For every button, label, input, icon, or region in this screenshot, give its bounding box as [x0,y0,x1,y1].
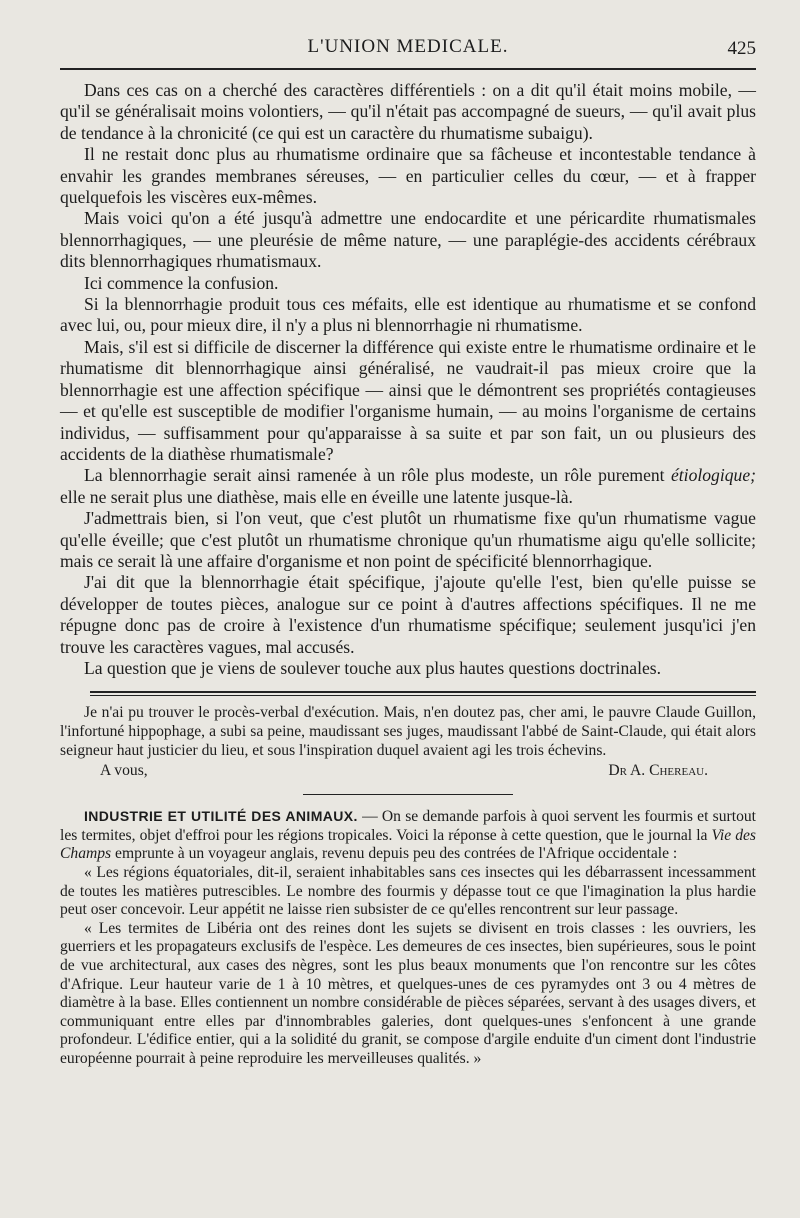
running-head [60,30,756,60]
section-rule [90,691,756,696]
italic-word: étiologique; [670,465,756,486]
news-text: emprunte à un voyageur anglais, revenu depuis peu des contrées de l'Afrique occidentale : [111,845,678,863]
news-paragraph: « Les régions équatoriales, dit-il, seraient inhabitables sans ces insectes qui les débarrassent incessamment de toutes les matières putrescibles. Le nombre des fourmis y dépasse tout ce que l'imagination la plus hardie peut oser concevoir. Leur appétit ne laisse rien subsister de ce qu'elles rencontrent sur leur passage. [60,863,756,919]
paragraph: La question que je viens de soulever touche aux plus hautes questions doctrinales. [84,657,662,678]
page-number: 425 [727,38,756,59]
paragraph-text: La blennorrhagie serait ainsi ramenée à un rôle plus modeste, un rôle purement [84,465,665,486]
journal-title: L'UNION MEDICALE. [307,36,509,57]
news-item [60,807,756,1068]
header-rule [60,68,756,70]
signoff [60,762,756,782]
paragraph [60,465,756,508]
separator-rule [303,794,513,795]
salutation: A vous, [100,762,148,780]
paragraph: Si la blennorrhagie produit tous ces méfaits, elle est identique au rhumatisme et se confond avec lui, ou, pour mieux dire, il n'y a plus ni blennorrhagie ni rhumatisme. [60,294,756,336]
paragraph: Mais voici qu'on a été jusqu'à admettre une endocardite et une péricardite rhumatismales blennorrhagiques, — une pleurésie de même nature, — une paraplégie-des accidents cérébraux dits blennorrhagiques rhumatismaux. [60,208,756,272]
author-signature: Dr A. Chereau. [608,762,708,780]
letter-closing [60,704,756,782]
main-article [60,80,756,679]
paragraph: J'ai dit que la blennorrhagie était spécifique, j'ajoute qu'elle l'est, bien qu'elle puisse se développer de toutes pièces, analogue sur ce point à d'autres affections spécifiques. Il ne me répugne donc pas de croire à l'existence d'un rhumatisme spécifique; seulement jusqu'ici j'en trouve les caractères vagues, mal accusés. [60,572,756,657]
news-heading: INDUSTRIE ET UTILITÉ DES ANIMAUX. [84,808,358,825]
journal-name: Vie des Champs [60,826,756,863]
paragraph: J'admettrais bien, si l'on veut, que c'est plutôt un rhumatisme fixe qu'un rhumatisme vague qu'elle éveille; que c'est plutôt un rhumatisme chronique qu'un rhumatisme aigu qu'elle sollicite; mais ce serait là une affaire d'organisme et non point de spécificité blennorrhagique. [60,508,756,571]
paragraph: Il ne restait donc plus au rhumatisme ordinaire que sa fâcheuse et incontestable tendance à envahir les grandes membranes séreuses, — en particulier celles du cœur, — et à frapper quelquefois les viscères eux-mêmes. [60,144,756,208]
paragraph: Dans ces cas on a cherché des caractères différentiels : on a dit qu'il était moins mobile, — qu'il se généralisait moins volontiers, — qu'il n'était pas accompagné de sueurs, — qu'il avait plus de tendance à la chronicité (ce qui est un caractère du rhumatisme subaigu). [60,80,756,143]
news-paragraph: « Les termites de Libéria ont des reines dont les sujets se divisent en trois classes : les ouvriers, les guerriers et les propagateurs exclusifs de l'espèce. Les demeures de ces insectes, bien supérieures, sous le point de vue architectural, aux cases des nègres, sont les plus beaux monuments que l'on rencontre sur les côtes d'Afrique. Leur hauteur varie de 1 à 10 mètres, et quelques-unes de ces pyramydes ont 3 ou 4 mètres de diamètre à la base. Elles contiennent un nombre considérable de pièces séparées, servant à des usages divers, et communiquant entre elles par d'innombrables galeries, dont quelques-unes s'enfoncent à une grande profondeur. L'édifice entier, qui a la solidité du granit, se compose d'argile enduite d'un ciment dont l'industrie européenne pourrait à peine reproduire les merveilleuses qualités. » [60,919,756,1067]
paragraph: Ici commence la confusion. [84,272,279,293]
paragraph: Mais, s'il est si difficile de discerner la différence qui existe entre le rhumatisme ordinaire et le rhumatisme dit blennorrhagique ainsi généralisé, ne vaudrait-il pas mieux croire que la blennorrhagie est une affection spécifique — ainsi que le démontrent ses propriétés contagieuses — et qu'elle est susceptible de modifier l'organisme humain, — au moins l'organisme de certains individus, — suffisamment pour qu'apparaisse à sa suite et par son fait, un ou plusieurs des accidents de la diathèse rhumatismale? [60,336,756,464]
paragraph-text: elle ne serait plus une diathèse, mais elle en éveille une latente jusque-là. [60,486,573,507]
news-text: — On se demande parfois à quoi servent les fourmis et surtout les termites, objet d'effroi pour les régions tropicales. Voici la réponse à cette question, que le journal la [60,808,756,844]
closing-paragraph: Je n'ai pu trouver le procès-verbal d'exécution. Mais, n'en doutez pas, cher ami, le pauvre Claude Guillon, l'infortuné hippophage, a subi sa peine, maudissant ses juges, maudissant l'abbé de Saint-Claude, qui était alors seigneur haut justicier du lieu, et sous l'inspiration duquel avaient agi les trois échevins. [60,704,756,759]
news-intro [60,807,756,864]
